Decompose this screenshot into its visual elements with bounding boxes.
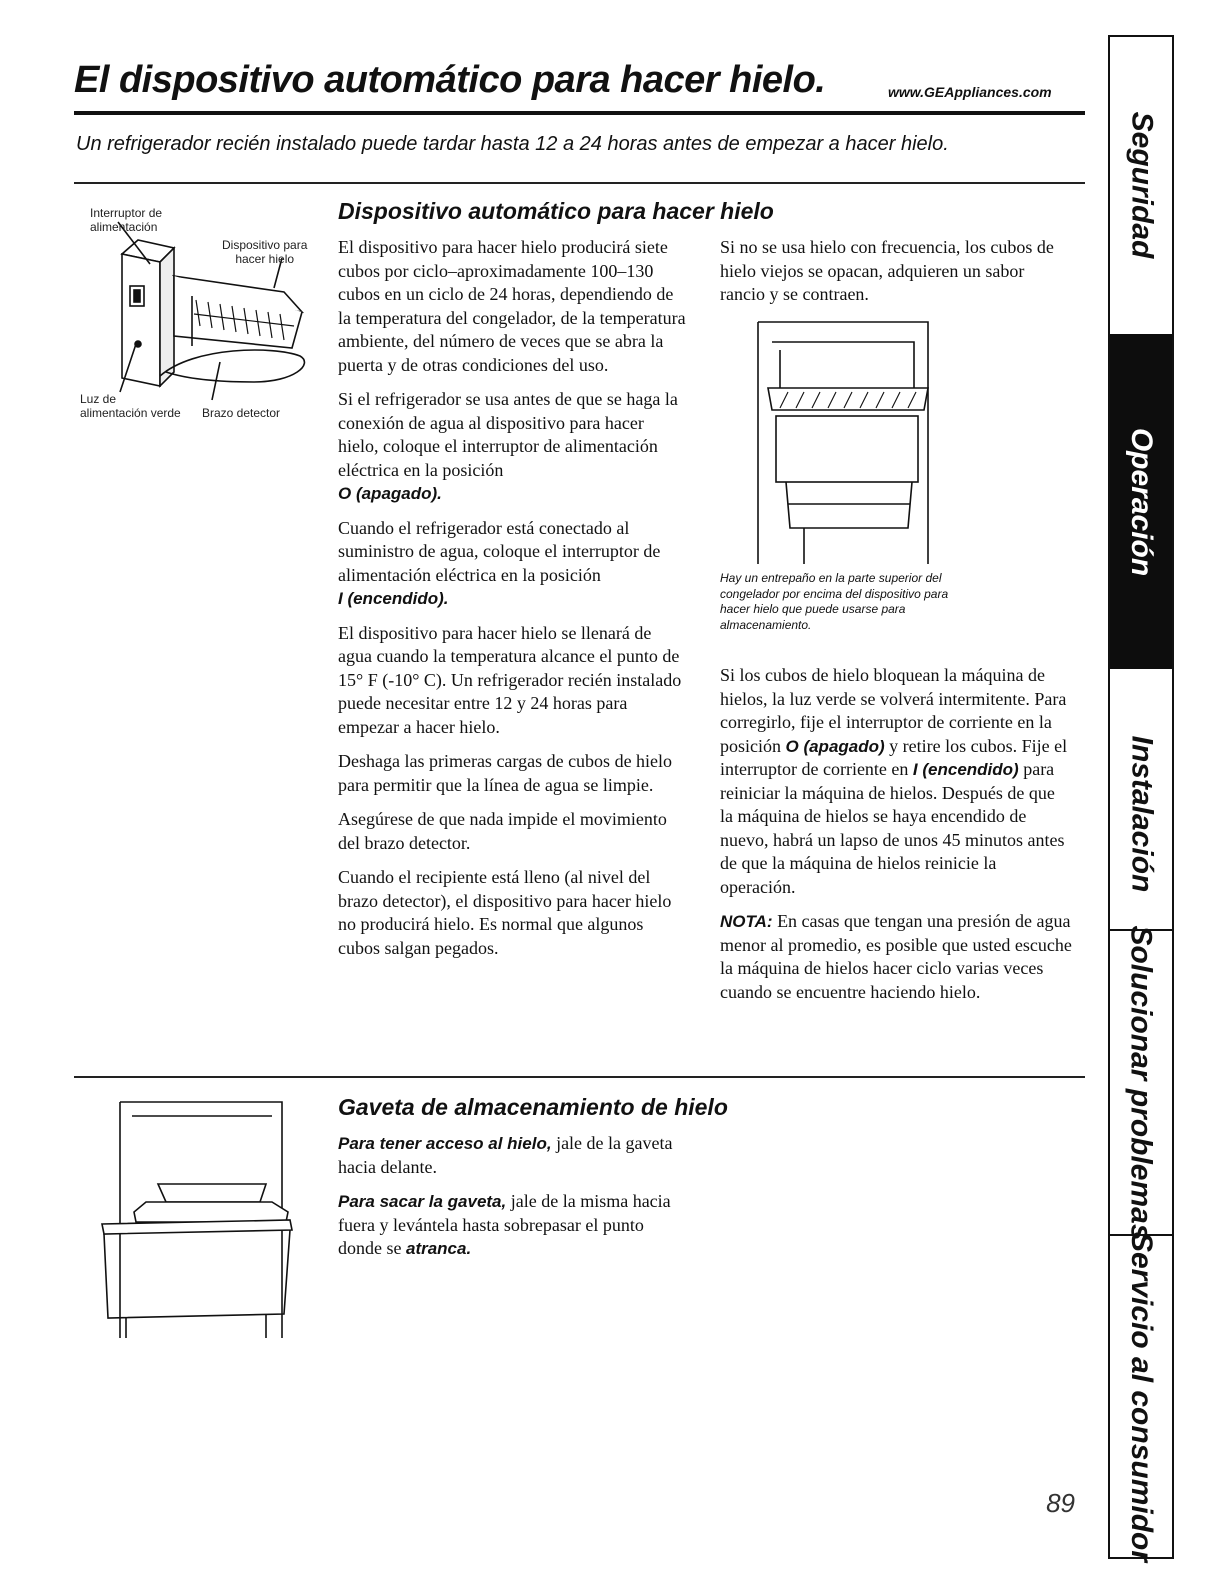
icemaker-text-column — [338, 236, 686, 960]
note-paragraph: NOTA: En casas que tengan una presión de agua menor al promedio, es posible que usted escuche la máquina de hielos hacer ciclo varias veces cuando se encuentre haciendo hielo. — [720, 911, 1072, 1002]
paragraph: Si los cubos de hielo bloquean la máquina de hielos, la luz verde se volverá intermitente. Para corregirlo, fije el interruptor de corriente en la posición O (apagado) y retire los cubos. Fije el interruptor de corriente en I (encendido) para reiniciar la máquina de hielos. Después de que la máquina de hielos se haya encendido de nuevo, habrá un lapso de unos 45 minutos antes de que la máquina de hielos reinicie la operación. — [720, 665, 1068, 897]
website-link[interactable]: www.GEAppliances.com — [888, 84, 1052, 100]
label-detector-arm: Brazo detector — [202, 406, 281, 420]
emphasis-on: I (encendido) — [912, 760, 1019, 779]
emphasis-off: O (apagado) — [785, 736, 885, 756]
page-title: El dispositivo automático para hacer hielo. — [74, 59, 826, 101]
paragraph: Deshaga las primeras cargas de cubos de hielo para permitir que la línea de agua se limpie. — [338, 751, 673, 795]
ice-drawer-illustration — [76, 1092, 316, 1342]
paragraph: Para sacar la gaveta, jale de la misma hacia fuera y levántela hasta sobrepasar el punto donde se atranca. — [338, 1191, 671, 1258]
tab-operacion[interactable] — [1110, 334, 1172, 669]
note-label: NOTA: — [720, 912, 773, 931]
paragraph: Si el refrigerador se usa antes de que se haga la conexión de agua al dispositivo para hacer hielo, coloque el interruptor de alimentación eléctrica en la posición O (apagado). — [338, 389, 678, 503]
tab-label: Seguridad — [1125, 111, 1159, 258]
emphasis-access: Para tener acceso al hielo, — [338, 1134, 552, 1153]
tab-label: Servicio al consumidor — [1125, 1231, 1159, 1562]
section-tabs — [1108, 35, 1174, 1562]
freezer-shelf-figure — [728, 318, 956, 568]
intro-text: Un refrigerador recién instalado puede tardar hasta 12 a 24 horas antes de empezar a hacer hielo. — [76, 133, 949, 155]
section-heading-icemaker: Dispositivo automático para hacer hielo — [338, 198, 774, 224]
label-switch: Interruptor de alimentación — [90, 206, 163, 234]
section-divider — [74, 182, 1085, 184]
freezer-shelf-illustration — [728, 318, 956, 568]
right-text-column-2 — [720, 664, 1072, 1004]
emphasis-on: I (encendido). — [338, 589, 449, 608]
right-text-column — [720, 236, 1068, 307]
paragraph: El dispositivo para hacer hielo producirá siete cubos por ciclo–aproximadamente 100–130 cubos en un ciclo de 24 horas, dependiendo de la temperatura del congelador, de la temperatura ambiente, del número de veces que se abra la puerta y de otras condiciones del uso. — [338, 237, 686, 375]
label-green-light: Luz de alimentación verde — [80, 392, 181, 420]
ice-drawer-figure — [76, 1092, 316, 1342]
paragraph: Si no se usa hielo con frecuencia, los cubos de hielo viejos se opacan, adquieren un sabor rancio y se contraen. — [720, 237, 1054, 304]
emphasis-remove: Para sacar la gaveta, — [338, 1192, 507, 1211]
paragraph: Asegúrese de que nada impide el movimiento del brazo detector. — [338, 809, 667, 853]
tab-servicio-al-consumidor[interactable] — [1110, 1231, 1172, 1562]
icemaker-figure — [74, 196, 324, 436]
paragraph: Cuando el refrigerador está conectado al suministro de agua, coloque el interruptor de alimentación eléctrica en la posición I (encendido). — [338, 517, 661, 608]
header-rule — [74, 111, 1085, 115]
section-divider — [74, 1076, 1085, 1078]
paragraph: Para tener acceso al hielo, jale de la gaveta hacia delante. — [338, 1133, 673, 1177]
emphasis-catch: atranca. — [405, 1239, 472, 1258]
emphasis-off: O (apagado). — [338, 484, 442, 503]
tab-instalacion[interactable] — [1110, 669, 1172, 959]
tab-label: Solucionar problemas — [1125, 924, 1159, 1241]
section-heading-drawer: Gaveta de almacenamiento de hielo — [338, 1094, 728, 1120]
drawer-text-column — [338, 1132, 690, 1261]
figure-caption: Hay un entrepaño en la parte superior del congelador por encima del dispositivo para hacer hielo que puede usarse para almacenamiento. — [720, 571, 949, 632]
page-number: 89 — [1046, 1488, 1075, 1518]
paragraph: Cuando el recipiente está lleno (al nivel del brazo detector), el dispositivo para hacer hielo no producirá hielo. Es normal que algunos cubos salgan pegados. — [338, 867, 672, 958]
tab-seguridad[interactable] — [1110, 37, 1172, 332]
tab-solucionar-problemas[interactable] — [1110, 924, 1172, 1241]
label-icemaker: Dispositivo para hacer hielo — [222, 238, 308, 266]
tab-label: Instalación — [1125, 735, 1158, 893]
paragraph: El dispositivo para hacer hielo se llenará de agua cuando la temperatura alcance el punto de 15° F (-10° C). Un refrigerador recién instalado puede necesitar entre 12 y 24 horas para empezar a hacer hielo. — [338, 622, 682, 737]
tab-label: Operación — [1125, 427, 1158, 576]
